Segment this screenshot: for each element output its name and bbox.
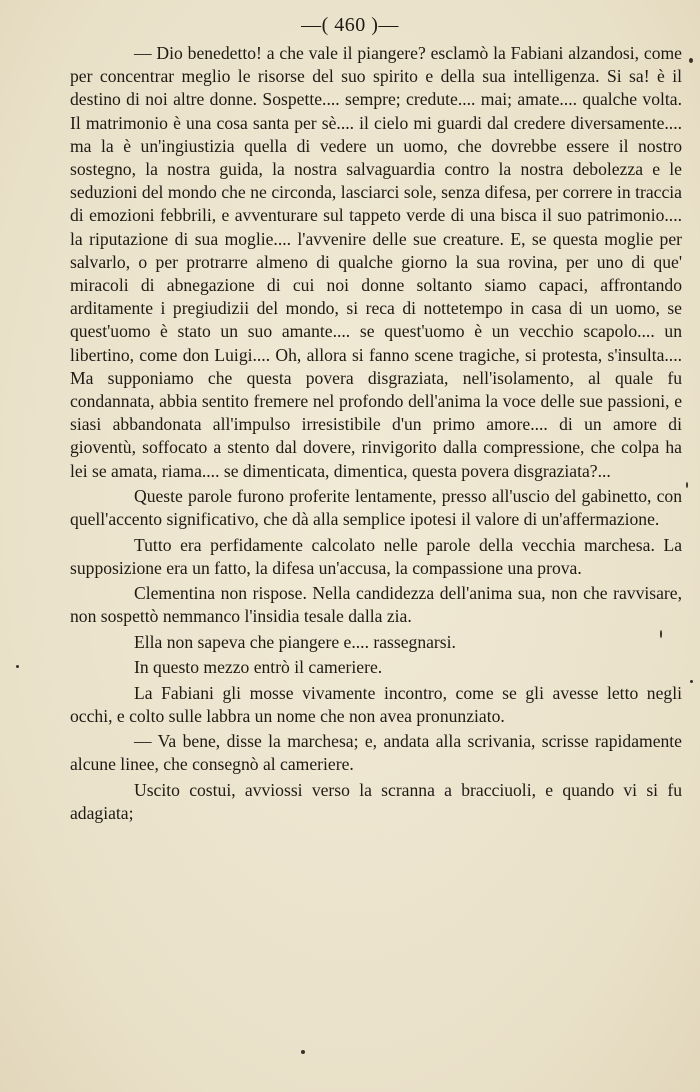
paragraph: Tutto era perfidamente calcolato nelle parole della vecchia marchesa. La supposizione era un fatto, la difesa un'accusa, la compassione una prova.	[70, 534, 682, 578]
paragraph: In questo mezzo entrò il cameriere.	[134, 657, 383, 678]
paper-speck	[690, 680, 693, 683]
paragraph: Queste parole furono proferite lentamente, presso all'uscio del gabinetto, con quell'accento significativo, che dà alla semplice ipotesi il valore di un'affermazione.	[70, 486, 682, 530]
page-number-header: —( 460 )—	[301, 14, 399, 36]
body-text	[70, 42, 682, 825]
paper-speck	[660, 630, 662, 638]
paragraph: Ella non sapeva che piangere e.... rassegnarsi.	[134, 631, 456, 652]
paper-speck	[686, 482, 688, 488]
paragraph: Uscito costui, avviossi verso la scranna a bracciuoli, e quando vi si fu adagiata;	[70, 779, 682, 823]
paragraph: — Dio benedetto! a che vale il piangere? esclamò la Fabiani alzandosi, come per concentrar meglio le risorse del suo spirito e della sua intelligenza. Si sa! è il destino di noi altre donne. Sospette.... sempre; credute.... mai; amate.... qualche volta. Il matrimonio è una cosa santa per sè.... il cielo mi guardi dal credere diversamente.... ma la è un'ingiustizia quella di vedere un uomo, che dovrebbe essere il nostro sostegno, la nostra guida, la nostra salvaguardia contro la nostra debolezza e le seduzioni del mondo che ne circonda, lasciarci sole, senza difesa, per correre in traccia di emozioni febbrili, e avventurare sul tappeto verde di una bisca il suo patrimonio.... la riputazione di sua moglie.... l'avvenire delle sue creature. E, se questa moglie per salvarlo, o per protrarre almeno di qualche giorno la sua rovina, per uno di que' miracoli di abnegazione di cui noi donne soltanto siamo capaci, affrontando arditamente i pregiudizii del mondo, si reca di nottetempo in casa di un uomo, se quest'uomo è stato un suo amante.... se quest'uomo è un vecchio scapolo.... un libertino, come don Luigi.... Oh, allora si fanno scene tragiche, si protesta, s'insulta.... Ma supponiamo che questa povera disgraziata, nell'isolamento, al quale fu condannata, abbia sentito fremere nel profondo dell'anima la voce delle sue passioni, e siasi abbandonata all'impulso irresistibile d'un primo amore.... di un amore di gioventù, soffocato a stento dal dovere, rinvigorito dalla compressione, che colpa ha lei se amata, riama.... se dimenticata, dimentica, questa povera disgraziata?...	[70, 43, 682, 481]
paper-speck	[301, 1050, 305, 1054]
paragraph: Clementina non rispose. Nella candidezza dell'anima sua, non che ravvisare, non sospettò nemmanco l'insidia tesale dalla zia.	[70, 583, 682, 627]
paper-speck	[16, 665, 19, 668]
paper-speck	[689, 58, 693, 63]
paragraph: La Fabiani gli mosse vivamente incontro, come se gli avesse letto negli occhi, e colto sulle labbra un nome che non avea pronunziato.	[70, 682, 682, 726]
paragraph: — Va bene, disse la marchesa; e, andata alla scrivania, scrisse rapidamente alcune linee, che consegnò al cameriere.	[70, 731, 682, 775]
